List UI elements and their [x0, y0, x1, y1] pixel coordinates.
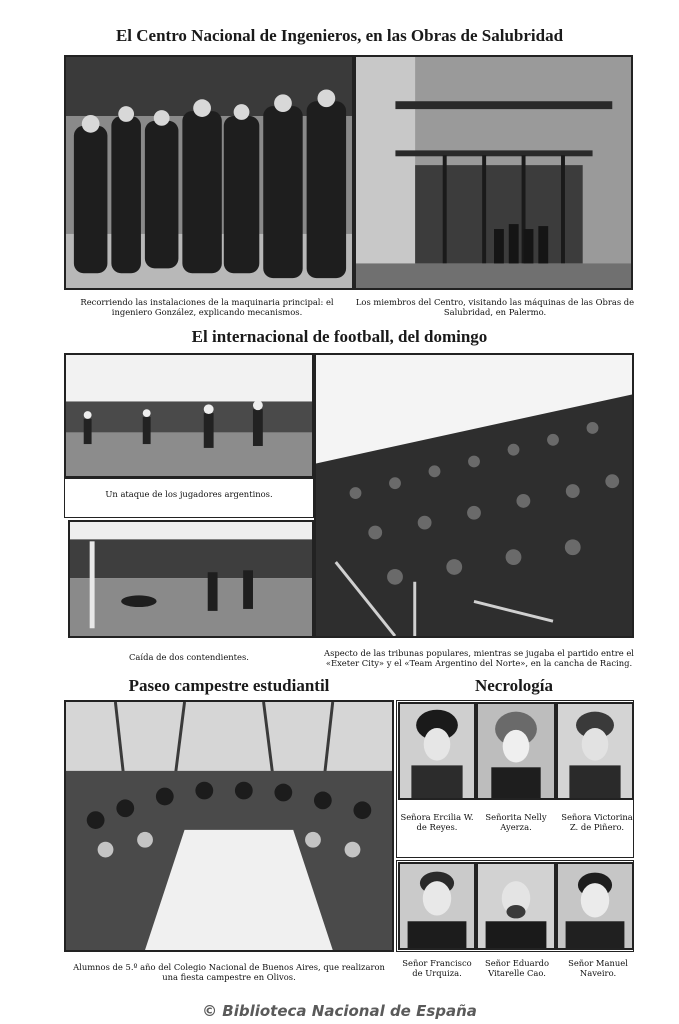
name-victorina: Señora Victorina Z. de Piñero. [561, 812, 633, 832]
portrait-nelly [476, 702, 556, 800]
section-title-ingenieros: El Centro Nacional de Ingenieros, en las Obras de Salubridad [115, 26, 564, 45]
name-nelly: Señorita Nelly Ayerza. [485, 812, 547, 832]
photo-football-fall [68, 520, 314, 638]
section-title-football: El internacional de football, del domingo [191, 327, 488, 346]
photo-machinery [354, 55, 633, 290]
caption-machinery: Los miembros del Centro, visitando las máquinas de las Obras de Salubridad, en Palermo. [355, 297, 635, 317]
caption-fall: Caída de dos contendientes. [129, 652, 249, 662]
caption-students: Alumnos de 5.º año del Colegio Nacional de Buenos Aires, que realizaron una fiesta campestre en Olivos. [73, 962, 385, 982]
name-eduardo: Señor Eduardo Vitarelle Cao. [484, 958, 550, 978]
photo-students-picnic [64, 700, 394, 952]
portrait-eduardo [476, 862, 556, 950]
name-ercilia: Señora Ercilia W. de Reyes. [400, 812, 474, 832]
caption-engineers: Recorriendo las instalaciones de la maquinaria principal: el ingeniero González, explicando mecanismos. [80, 297, 334, 317]
caption-attack: Un ataque de los jugadores argentinos. [105, 489, 273, 499]
portrait-ercilia [398, 702, 476, 800]
caption-stands: Aspecto de las tribunas populares, mientras se jugaba el partido entre el «Exeter City» y el «Team Argentino del Norte», en la cancha de Racing. [324, 648, 634, 668]
photo-stands [314, 353, 634, 638]
name-francisco: Señor Francisco de Urquiza. [402, 958, 472, 978]
section-title-paseo: Paseo campestre estudiantil [128, 676, 330, 695]
portrait-francisco [398, 862, 476, 950]
section-title-necrologia: Necrología [474, 676, 554, 695]
name-manuel: Señor Manuel Naveiro. [568, 958, 628, 978]
photo-engineers-group [64, 55, 354, 290]
portrait-victorina [556, 702, 634, 800]
photo-football-attack [64, 353, 314, 478]
watermark-biblioteca: © Biblioteca Nacional de España [202, 1002, 477, 1020]
portrait-manuel [556, 862, 634, 950]
